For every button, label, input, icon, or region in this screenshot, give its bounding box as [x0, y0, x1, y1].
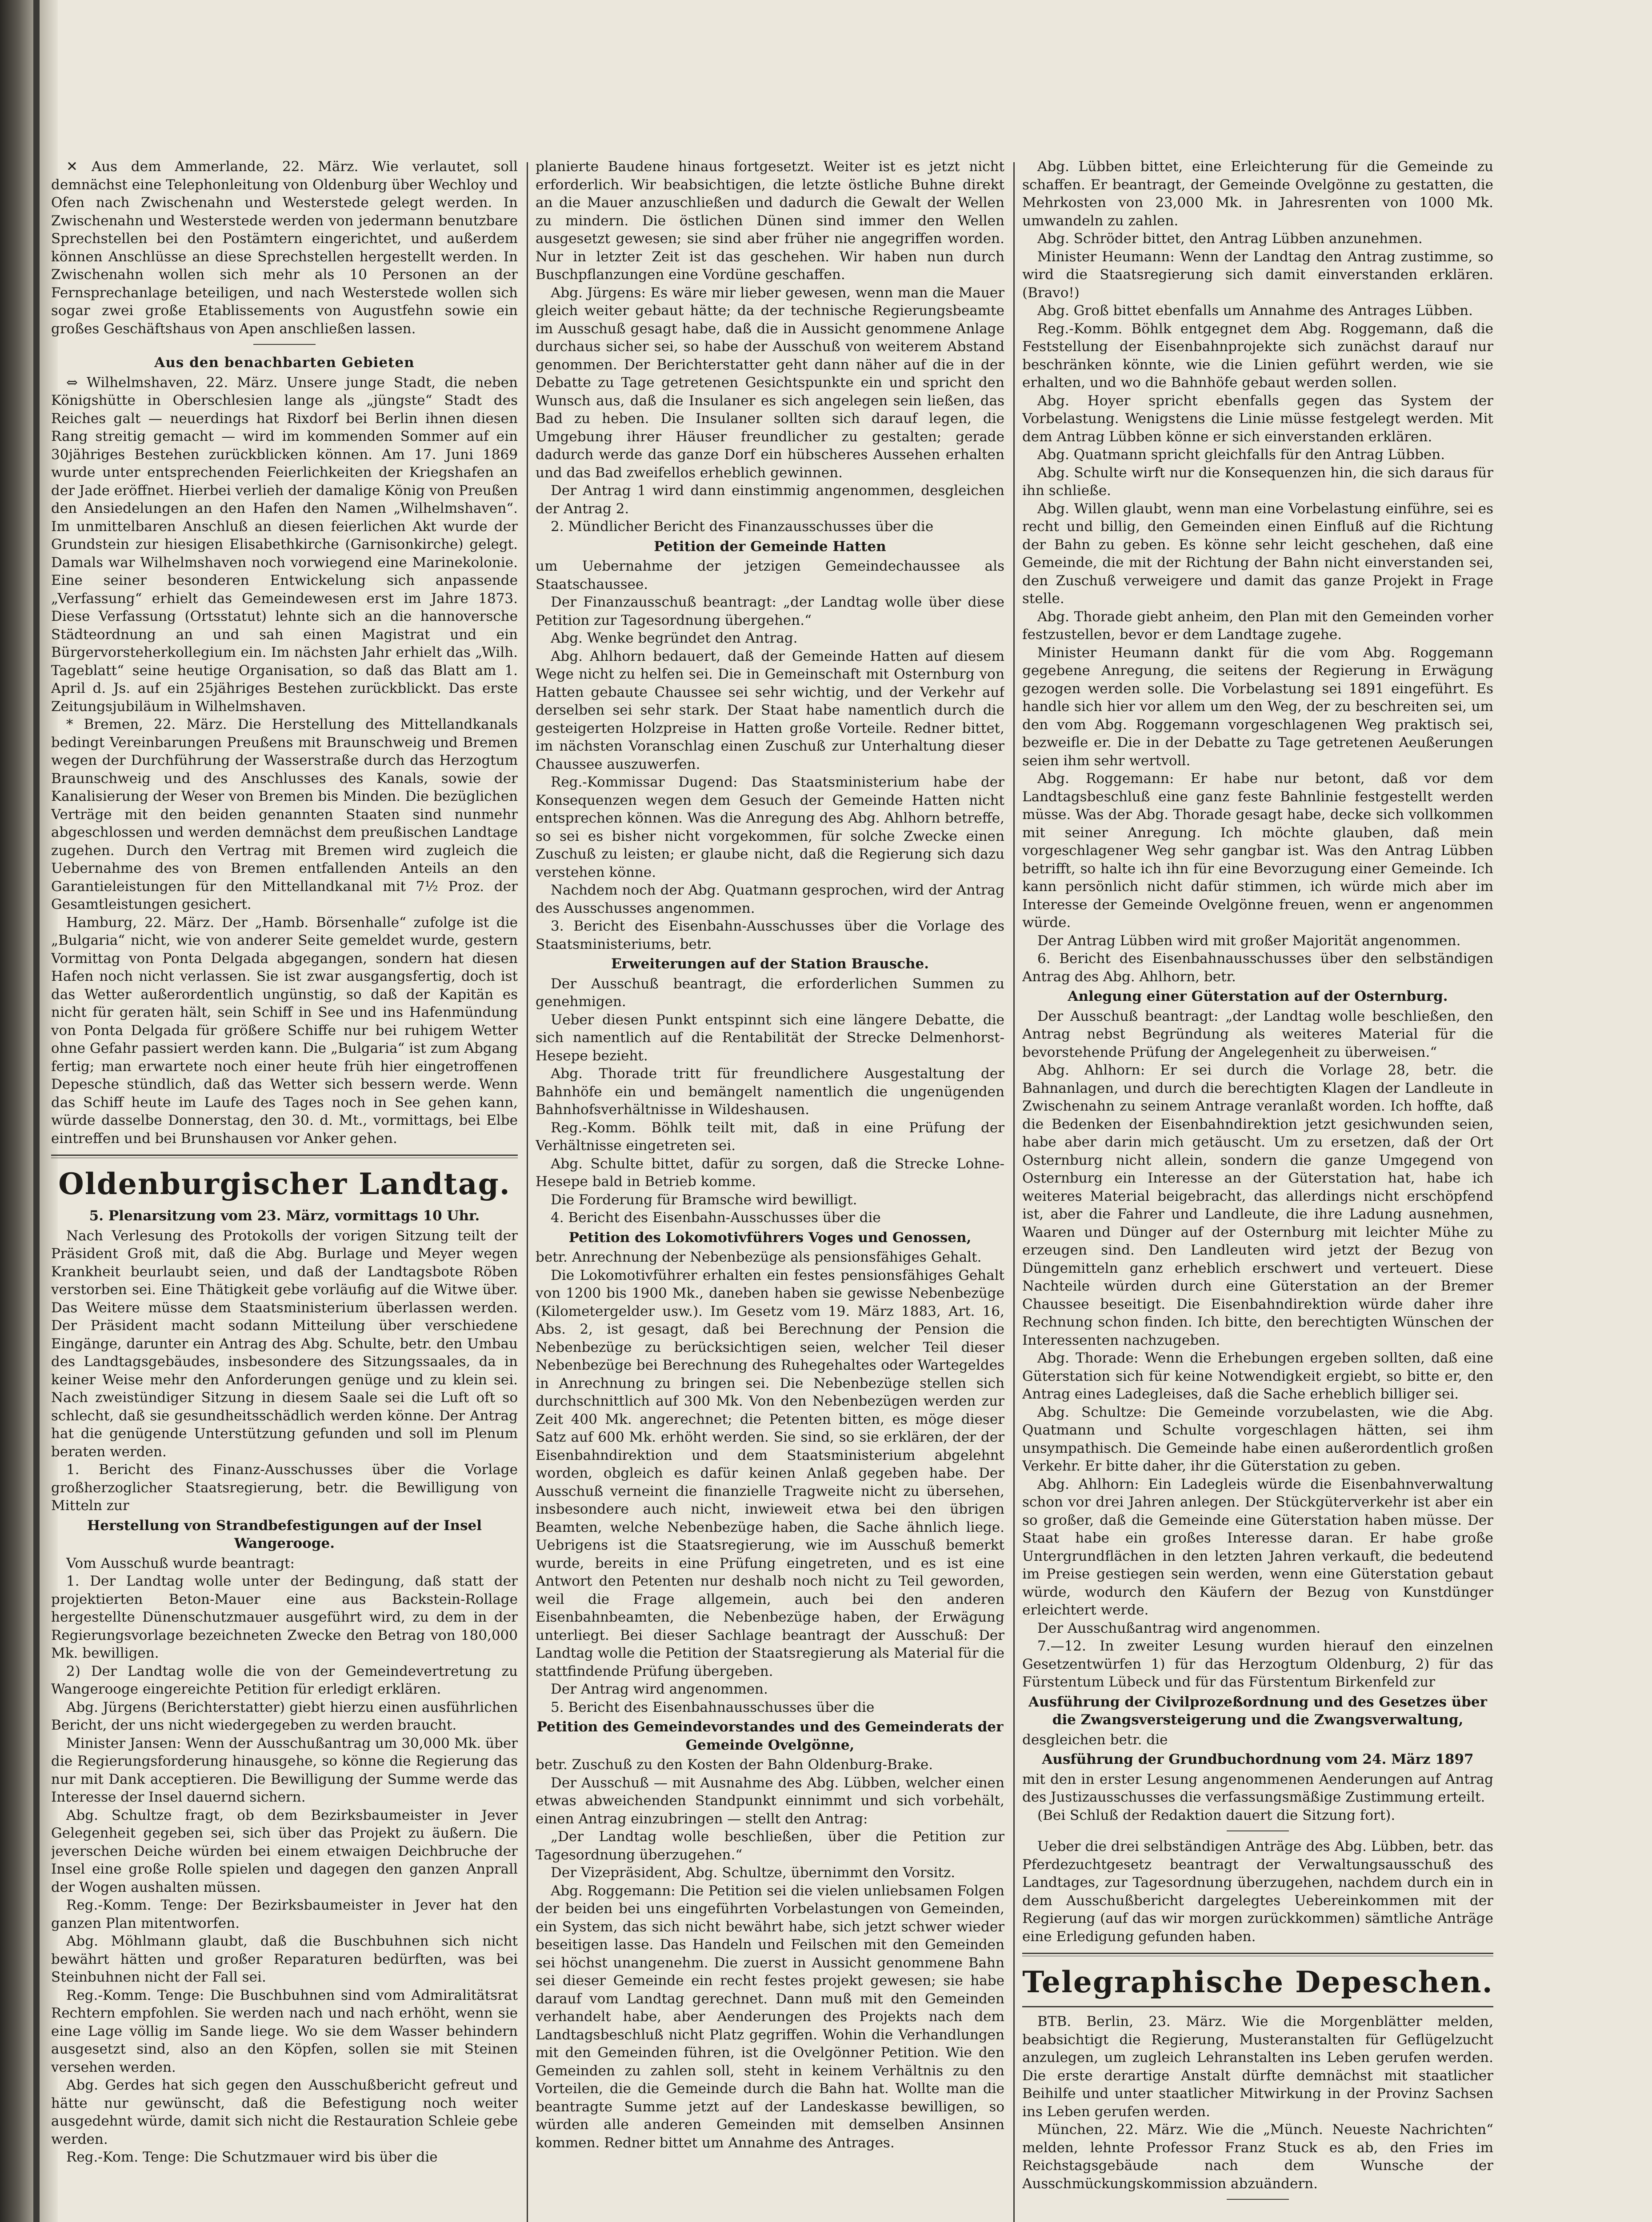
paragraph: Abg. Ahlhorn bedauert, daß der Gemeinde Hatten auf diesem Wege nicht zu helfen sei. Die in Gemeinschaft mit Osternburg von Hatten gebaute Chaussee sei sehr wichtig, und der Verkehr auf derselben sei sehr stark. Der Staat habe namentlich durch die gesteigerten Holzpreise in Hatten große Vorteile. Redner bittet, im nächsten Voranschlag einen Zuschuß zur Unterhaltung dieser Chaussee auszuwerfen. — [536, 648, 1004, 772]
paragraph: Abg. Schultze fragt, ob dem Bezirksbaumeister in Jever Gelegenheit gegeben sei, sich über das Projekt zu äußern. Die jeverschen Deiche würden bei einem etwaigen Deichbruche der Insel eine große Rolle spielen und dagegen den ganzen Anprall der Wogen aushalten müssen. — [51, 1807, 518, 1895]
paragraph: Abg. Lübben bittet, eine Erleichterung für die Gemeinde zu schaffen. Er beantragt, der Gemeinde Ovelgönne zu gestatten, die Mehrkosten von 23,000 Mk. in Jahresrenten von 1000 Mk. umwandeln zu zahlen. — [1022, 159, 1493, 229]
paragraph: 4. Bericht des Eisenbahn-Ausschusses über die — [551, 1210, 881, 1226]
paragraph: Nachdem noch der Abg. Quatmann gesprochen, wird der Antrag des Ausschusses angenommen. — [536, 882, 1004, 916]
paragraph: Abg. Thorade: Wenn die Erhebungen ergeben sollten, daß eine Güterstation sich für keine Notwendigkeit ergiebt, so bitte er, den Antrag eines Ladegleises, daß die Sache erheblich billiger sei. — [1022, 1350, 1493, 1402]
paragraph: Abg. Möhlmann glaubt, daß die Buschbuhnen sich nicht bewährt hätten und großer Reparaturen bedürften, was bei Steinbuhnen nicht der Fall sei. — [51, 1933, 518, 1985]
paragraph: Abg. Hoyer spricht ebenfalls gegen das System der Vorbelastung. Wenigstens die Linie müsse festgelegt werden. Mit dem Antrag Lübben könne er sich einverstanden erklären. — [1022, 392, 1493, 445]
article-hamburg: Hamburg, 22. März. Der „Hamb. Börsenhalle“ zufolge ist die „Bulgaria“ nicht, wie von anderer Seite gemeldet wurde, gestern Vormittag von Ponta Delgada abgegangen, sondern hat diesen Hafen noch nicht verlassen. Sie ist zwar ausgangsfertig, doch ist das Wetter außerordentlich ungünstig, so daß der Kapitän es nicht für geraten hält, sein Schiff in See und ins Hafenmündung von Ponta Delgada für größere Schiffe nur bei ruhigem Wetter ohne Gefahr passiert werden kann. Die „Bulgaria“ ist zum Abgang fertig; man erwartete noch einer heute früh hier eingetroffenen Depesche stündlich, daß das Wetter sich bessern werde. Wenn das Schiff heute im Laufe des Tages noch in See gehen kann, würde dasselbe Donnerstag, den 30. d. Mt., vormittags, bei Elbe eintreffen und bei Brunshausen vor Anker gehen. — [51, 914, 518, 1147]
dispatch-muenchen: München, 22. März. Wie die „Münch. Neueste Nachrichten“ melden, lehnte Professor Franz Stuck es ab, den Fries im Reichstagsgebäude nach dem Wunsche der Ausschmückungskommission abzuändern. — [1022, 2122, 1493, 2192]
paragraph: Abg. Schulte bittet, dafür zu sorgen, daß die Strecke Lohne-Hesepe bald in Betrieb komme. — [536, 1155, 1004, 1190]
binding-edge — [33, 0, 40, 2222]
paragraph: Der Vizepräsident, Abg. Schultze, übernimmt den Vorsitz. — [551, 1865, 956, 1881]
paragraph: 2. Mündlicher Bericht des Finanzausschusses über die — [551, 519, 934, 535]
article-wilhelmshaven: ⇔ Wilhelmshaven, 22. März. Unsere junge Stadt, die neben Königshütte in Oberschlesien lange als „jüngste“ Stadt des Reiches galt — neuerdings hat Rixdorf bei Berlin ihnen diesen Rang streitig gemacht — wird im kommenden Sommer auf ein 30jähriges Bestehen zurückblicken können. Am 17. Juni 1869 wurde unter entsprechenden Feierlichkeiten der Kriegshafen an der Jade eröffnet. Hierbei verlieh der damalige König von Preußen den Ansiedelungen an den Hafen den Namen „Wilhelmshaven“. Im unmittelbaren Anschluß an diesen feierlichen Akt wurde der Grundstein zur hiesigen Elisabethkirche (Garnisonkirche) gelegt. Damals war Wilhelmshaven noch vorwiegend eine Marinekolonie. Eine seiner besonderen Entwickelung sich anpassende „Verfassung“ erhielt das Gemeindewesen erst im Jahre 1873. Diese Verfassung (Ortsstatut) lehnte sich an die hannoversche Städteordnung an und sah einen Magistrat und ein Bürgervorsteherkollegium ein. Im nächsten Jahr erhielt das „Wilh. Tageblatt“ seine heutige Organisation, so daß das Blatt am 1. April d. Js. auf ein 25jähriges Bestehen zurückblickt. Das erste Zeitungsjubiläum in Wilhelmshaven. — [51, 374, 518, 715]
paragraph: Reg.-Komm. Böhlk entgegnet dem Abg. Roggemann, daß die Feststellung der Eisenbahnprojekte sich zunächst darauf nur beschränken könnte, wie die Linien geführt werden, wie sie erhalten, und wo die Bahnhöfe gebaut werden sollen. — [1022, 320, 1493, 391]
paragraph: Reg.-Kommissar Dugend: Das Staatsministerium habe der Konsequenzen wegen dem Gesuch der Gemeinde Hatten nicht entsprechen können. Was die Anregung des Abg. Ahlhorn betreffe, so sei es bisher nicht vorgekommen, für solche Zwecke einen Zuschuß zu leisten; er glaube nicht, daß die Regierung sich dazu verstehen könne. — [536, 774, 1004, 880]
paragraph: Abg. Jürgens: Es wäre mir lieber gewesen, wenn man die Mauer gleich weiter gebaut hätte; da der technische Regierungsbeamte im Ausschuß gesagt habe, daß die in Aussicht genommene Anlage durchaus sicher sei, so habe der Ausschuß von weiterem Abstand genommen. Der Berichterstatter geht dann näher auf die in der Debatte zu Tage getretenen Gesichtspunkte ein und spricht den Wunsch aus, daß die Insulaner es sich angelegen sein ließen, das Bad zu heben. Die Insulaner sollten sich darauf legen, die Umgebung ihrer Häuser freundlicher zu gestalten; gerade dadurch werde das ganze Dorf ein hübscheres Aussehen erhalten und das Bad zweifellos erheblich gewinnen. — [536, 284, 1004, 481]
paragraph: 2) Der Landtag wolle die von der Gemeindevertretung zu Wangerooge eingereichte Petition für erledigt erklären. — [51, 1663, 518, 1697]
column-rule — [527, 162, 528, 2222]
paragraph: Abg. Thorade giebt anheim, den Plan mit den Gemeinden vorher festzustellen, bevor er dem Landtage zugehe. — [1022, 608, 1493, 643]
paragraph: Der Ausschuß beantragt, die erforderlichen Summen zu genehmigen. — [536, 975, 1004, 1010]
article-ammerland: ✕ Aus dem Ammerlande, 22. März. Wie verlautet, soll demnächst eine Telephonleitung von Oldenburg über Wechloy und Ofen nach Zwischenahn und Westerstede gelegt werden. In Zwischenahn und Westerstede werden von jedermann benutzbare Sprechstellen bei den Postämtern eingerichtet, und außerdem können Anschlüsse an diese Sprechstellen hergestellt werden. In Zwischenahn wollen sich mehr als 10 Personen an der Fernsprechanlage beteiligen, und nach Westerstede wollen sich sogar zwei große Etablissements von Augustfehn sowie ein großes Geschäftshaus von Apen anschließen lassen. — [51, 159, 518, 337]
subheading-voges: Petition des Lokomotivführers Voges und Genossen, — [568, 1229, 972, 1246]
separator — [1227, 2199, 1289, 2200]
column-3 — [1022, 158, 1493, 2222]
subheading-ovelgoenne: Petition des Gemeindevorstandes und des Gemeinderats der Gemeinde Ovelgönne, — [536, 1719, 1004, 1753]
paragraph: 7.—12. In zweiter Lesung wurden hierauf den einzelnen Gesetzentwürfen 1) für das Herzogtum Oldenburg, 2) für das Fürstentum Lübeck und für das Fürstentum Birkenfeld zur — [1022, 1638, 1493, 1690]
paragraph: Ueber die drei selbständigen Anträge des Abg. Lübben, betr. das Pferdezuchtgesetz beantragt der Verwaltungsausschuß des Landtages, zur Tagesordnung überzugehen, nachdem durch ein in dem Ausschußbericht dargelegtes Uebereinkommen mit der Regierung (auf das wir morgen zurückkommen) sämtliche Anträge eine Erledigung gefunden haben. — [1022, 1838, 1493, 1945]
paragraph: Die Forderung für Bramsche wird bewilligt. — [551, 1191, 857, 1208]
paragraph: 1. Bericht des Finanz-Ausschusses über die Vorlage großherzoglicher Staatsregierung, betr. die Bewilligung von Mitteln zur — [51, 1462, 518, 1514]
subheading-hatten: Petition der Gemeinde Hatten — [654, 538, 886, 555]
binding-gutter — [0, 0, 58, 2222]
paragraph: Der Finanzausschuß beantragt: „der Landtag wolle über diese Petition zur Tagesordnung übergehen.“ — [536, 594, 1004, 628]
single-rule — [1022, 2006, 1493, 2007]
paragraph: Abg. Schröder bittet, den Antrag Lübben anzunehmen. — [1037, 231, 1423, 247]
paragraph: Der Antrag 1 wird dann einstimmig angenommen, desgleichen der Antrag 2. — [536, 483, 1004, 517]
paragraph: betr. Zuschuß zu den Kosten der Bahn Oldenburg-Brake. — [536, 1757, 933, 1773]
paragraph: Ueber diesen Punkt entspinnt sich eine längere Debatte, die sich namentlich auf die Rentabilität der Strecke Delmenhorst-Hesepe bezieht. — [536, 1011, 1004, 1064]
column-rule — [1013, 162, 1015, 2222]
section-title-landtag: Oldenburgischer Landtag. — [58, 1167, 511, 1201]
paragraph: Minister Jansen: Wenn der Ausschußantrag um 30,000 Mk. über die Regierungsforderung hinausgehe, so könne die Regierung das nur mit Dank acceptieren. Die Bewilligung der Summe werde das Interesse der Insel dauernd sichern. — [51, 1735, 518, 1805]
paragraph: Abg. Willen glaubt, wenn man eine Vorbelastung einführe, sei es recht und billig, den Gemeinden einen Einfluß auf die Richtung der Bahn zu geben. Es könne sehr leicht geschehen, daß eine Gemeinde, die mit der Richtung der Bahn nicht einverstanden sei, den Zuschuß verweigere und damit das ganze Projekt in Frage stelle. — [1022, 500, 1493, 607]
paragraph: Der Ausschußantrag wird angenommen. — [1037, 1620, 1321, 1636]
paragraph: Nach Verlesung des Protokolls der vorigen Sitzung teilt der Präsident Groß mit, daß die Abg. Burlage und Meyer wegen Krankheit beurlaubt seien, und daß der Landtagsbote Röben verstorben sei. Eine Thätigkeit gebe vorläufig auf die Witwe über. Das Weitere müsse dem Staatsministerium überlassen werden. Der Präsident macht sodann Mitteilung über verschiedene Eingänge, darunter ein Antrag des Abg. Schulte, betr. den Umbau des Landtagsgebäudes, insbesondere des Sitzungssaales, da in keiner Weise mehr den Anforderungen genüge und zu klein sei. Nach zweistündiger Sitzung in diesem Saale sei die Luft oft so schlecht, daß sie gesundheitsschädlich werden könne. Der Antrag hat die genügende Unterstützung gefunden und soll im Plenum beraten werden. — [51, 1227, 518, 1460]
paragraph: planierte Baudene hinaus fortgesetzt. Weiter ist es jetzt nicht erforderlich. Wir beabsichtigen, die letzte östliche Buhne direkt an die Mauer anzuschließen und dadurch die Gewalt der Wellen zu mindern. Die östlichen Dünen sind immer den Wellen ausgesetzt gewesen; sie sind aber früher nie angegriffen worden. Nur in letzter Zeit ist das geschehen. Wir haben nun durch Buschpflanzungen eine Vordüne geschaffen. — [536, 159, 1004, 283]
paragraph: Der Antrag wird angenommen. — [551, 1681, 768, 1697]
paragraph: Abg. Schulte wirft nur die Konsequenzen hin, die sich daraus für ihn schließe. — [1022, 464, 1493, 499]
paragraph: betr. Anrechnung der Nebenbezüge als pensionsfähiges Gehalt. — [536, 1249, 982, 1265]
paragraph: Abg. Roggemann: Er habe nur betont, daß vor dem Landtagsbeschluß eine ganz feste Bahnlinie festgestellt werden müsse. Was der Abg. Thorade gesagt habe, decke sich vollkommen mit seiner Anregung. Ich möchte glauben, daß mein vorgeschlagener Weg sehr gangbar ist. Was den Antrag Lübben betrifft, so halte ich ihn für eine Bevorzugung einer Gemeinde. Ich kann persönlich nicht dafür stimmen, ich würde mich aber im Interesse der Gemeinde Ovelgönne freuen, wenn er angenommen würde. — [1022, 771, 1493, 931]
double-rule — [1022, 1953, 1493, 1956]
section-heading-nachbargebiete: Aus den benachbarten Gebieten — [154, 355, 415, 371]
paragraph: mit den in erster Lesung angenommenen Aenderungen auf Antrag des Justizausschusses die verfassungsmäßige Zustimmung erteilt. — [1022, 1771, 1493, 1805]
paragraph: Der Antrag Lübben wird mit großer Majorität angenommen. — [1037, 932, 1461, 949]
paragraph: Abg. Thorade tritt für freundlichere Ausgestaltung der Bahnhöfe ein und bemängelt namentlich die ungenügenden Bahnhofsverhältnisse in Wildeshausen. — [536, 1066, 1004, 1118]
subheading-osternburg: Anlegung einer Güterstation auf der Osternburg. — [1068, 988, 1448, 1004]
paragraph: 3. Bericht des Eisenbahn-Ausschusses über die Vorlage des Staatsministeriums, betr. — [536, 918, 1004, 952]
column-1 — [51, 158, 518, 2222]
paragraph: Abg. Ahlhorn: Ein Ladegleis würde die Eisenbahnverwaltung schon vor drei Jahren anlegen. Der Stückgüterverkehr ist aber ein so großer, daß die Gemeinde eine Güterstation haben müsse. Der Staat habe ein großes Interesse daran. Er habe große Untergrundflächen in den letzten Jahren verkauft, die bedeutend im Preise gestiegen sein werden, wenn eine Güterstation gebaut würde, wodurch den Käufern der Bezug von Kunstdünger erleichtert werde. — [1022, 1476, 1493, 1618]
paragraph: Abg. Groß bittet ebenfalls um Annahme des Antrages Lübben. — [1037, 303, 1473, 319]
paragraph: Abg. Quatmann spricht gleichfalls für den Antrag Lübben. — [1037, 447, 1445, 463]
paragraph: 5. Bericht des Eisenbahnausschusses über die — [551, 1699, 875, 1715]
paragraph: Reg.-Komm. Tenge: Die Buschbuhnen sind vom Admiralitätsrat Rechtern empfohlen. Sie werden nach und nach erhöht, wenn sie eine Lage völlig im Sande liege. Wo sie dem Wasser behindern ausgesetzt sind, also an den Köpfen, sollen sie mit Steinen versehen werden. — [51, 1987, 518, 2075]
paragraph: 1. Der Landtag wolle unter der Bedingung, daß statt der projektierten Beton-Mauer eine aus Backstein-Rollage hergestellte Dünenschutzmauer ausgeführt wird, zu dem in der Regierungsvorlage bezeichneten Zwecke den Betrag von 180,000 Mk. bewilligen. — [51, 1573, 518, 1661]
paragraph: (Bei Schluß der Redaktion dauert die Sitzung fort). — [1037, 1807, 1396, 1823]
session-heading: 5. Plenarsitzung vom 23. März, vormittags 10 Uhr. — [89, 1208, 480, 1224]
paragraph: Reg.-Komm. Böhlk teilt mit, daß in eine Prüfung der Verhältnisse eingetreten sei. — [536, 1119, 1004, 1154]
separator — [1227, 1830, 1289, 1831]
paragraph: Abg. Schultze: Die Gemeinde vorzubelasten, wie die Abg. Quatmann und Schulte vorgeschlagen hätten, sei ihm unsympathisch. Die Gemeinde habe einen außerordentlich großen Verkehr. Er bitte daher, ihr die Güterstation zu geben. — [1022, 1404, 1493, 1474]
dispatch-berlin: BTB. Berlin, 23. März. Wie die Morgenblätter melden, beabsichtigt die Regierung, Musteranstalten für Geflügelzucht anzulegen, um zugleich Lehranstalten ins Leben gerufen werden. Die erste derartige Anstalt dürfte demnächst mit staatlicher Beihilfe und unter staatlicher Mitwirkung in der Provinz Sachsen ins Leben gerufen werden. — [1022, 2014, 1493, 2120]
paragraph: Abg. Roggemann: Die Petition sei die vielen unliebsamen Folgen der beiden bei uns eingeführten Vorbelastungen von Gemeinden, ein System, das sich nicht bewährt habe, sich jetzt schwer wieder beseitigen lasse. Das Handeln und Feilschen mit den Gemeinden sei höchst unangenehm. Die zuerst in Aussicht genommene Bahn sei dieser Gemeinde ein recht festes projekt gewesen; sie habe darauf vom Landtag gerechnet. Dann muß mit den Gemeinden verhandelt habe, aber Aenderungen des Projekts nach dem Landtagsbeschluß nicht Platz gegriffen. Wohin die Verhandlungen mit den Gemeinden führen, ist die Ovelgönner Petition. Wie den Gemeinden zu zahlen soll, steht in keinem Verhältnis zu den Vorteilen, die die Gemeinde durch die Bahn hat. Wollte man die beantragte Summe jetzt auf der Landeskasse bewilligen, so würden alle anderen Gemeinden mit demselben Ansinnen kommen. Redner bittet um Annahme des Antrages. — [536, 1882, 1004, 2151]
paragraph: Die Lokomotivführer erhalten ein festes pensionsfähiges Gehalt von 1200 bis 1900 Mk., daneben haben sie gewisse Nebenbezüge (Kilometergelder usw.). Im Gesetz vom 19. März 1883, Art. 16, Abs. 2, ist gesagt, daß bei Berechnung der Pension die Nebenbezüge zu berücksichtigen seien, welcher Teil dieser Nebenbezüge bei Berechnung des Ruhegehaltes oder Wartegeldes in Anrechnung zu bringen sei. Die Nebenbezüge stellen sich durchschnittlich auf 300 Mk. Von den Nebenbezügen werden zur Zeit 400 Mk. angerechnet; die Petenten bitten, es möge dieser Satz auf 600 Mk. erhöht werden. Sie sind, so sie erklären, der der Eisenbahndirektion und dem Staatsministerium abgelehnt worden, obgleich es dafür keinen Anlaß gegeben habe. Der Ausschuß verneint die finanzielle Tragweite nicht zu übersehen, insbesondere auch nicht, inwieweit etwa bei den übrigen Beamten, welche Nebenbezüge haben, die Sache ähnlich liege. Uebrigens ist die Staatsregierung, wie im Ausschuß bemerkt wurde, bereits in eine Prüfung eingetreten, und es ist eine Antwort den Petenten nur deshalb noch nicht zu Teil geworden, weil die Frage allgemein, auch bei den anderen Eisenbahnbeamten, die Nebenbezüge haben, der Erwägung unterliegt. Bei dieser Sachlage beantragt der Ausschuß: Der Landtag wolle die Petition der Staatsregierung als Material für die stattfindende Prüfung übergeben. — [536, 1267, 1004, 1679]
paragraph: „Der Landtag wolle beschließen, über die Petition zur Tagesordnung überzugehen.“ — [536, 1829, 1004, 1863]
paragraph: Abg. Ahlhorn: Er sei durch die Vorlage 28, betr. die Bahnanlagen, und durch die berechtigten Klagen der Landleute in Zwischenahn zu seinem Antrage veranlaßt worden. Ich hoffte, daß die Bedenken der Eisenbahndirektion jetzt gesichwunden seien, habe aber darin mich getäuscht. Um zu ersetzen, daß der Ort Osternburg nicht allein, sondern die ganze Umgegend von Osternburg ein Interesse an der Güterstation hat, habe ich weiteres Material beigebracht, das allerdings nicht erschöpfend ist, aber die Fahrer und Landleute, die ihre Ladung ausnehmen, Waaren und Dünger auf der Osternburg mit leichter Mühe zu erzeugen sind. Den Landleuten wird jetzt der Bezug von Düngemitteln ganz erheblich erschwert und verteuert. Diese Nachteile würden durch eine Güterstation an der Bremer Chaussee beseitigt. Die Eisenbahndirektion würde daher ihre Rechnung schon finden. Ich bitte, den berechtigten Wünschen der Interessenten nachzugeben. — [1022, 1062, 1493, 1348]
paragraph: Abg. Gerdes hat sich gegen den Ausschußbericht gefreut und hätte nur gewünscht, daß die Befestigung noch weiter ausgedehnt würde, damit sich nicht die Restauration Schleie gebe werden. — [51, 2077, 518, 2147]
subheading-strandbefestigung: Herstellung von Strandbefestigungen auf der Insel Wangerooge. — [87, 1517, 482, 1551]
paragraph: um Uebernahme der jetzigen Gemeindechaussee als Staatschaussee. — [536, 558, 1004, 592]
section-title-depeschen: Telegraphische Depeschen. — [1022, 1965, 1493, 1999]
paragraph: Reg.-Kom. Tenge: Die Schutzmauer wird bis über die — [66, 2149, 438, 2165]
paragraph: Der Ausschuß beantragt: „der Landtag wolle beschließen, den Antrag nebst Begründung als weiteres Material für die bevorstehende Prüfung der Angelegenheit zu überweisen.“ — [1022, 1008, 1493, 1060]
double-rule — [51, 1155, 518, 1158]
subheading-grundbuch: Ausführung der Grundbuchordnung vom 24. März 1897 — [1042, 1751, 1474, 1767]
article-bremen: * Bremen, 22. März. Die Herstellung des Mittellandkanals bedingt Vereinbarungen Preußens mit Braunschweig und Bremen wegen der Durchführung der Wasserstraße durch das Herzogtum Braunschweig und des Anschlusses des Kanals, sowie der Kanalisierung der Weser von Bremen bis Minden. Die bezüglichen Verträge mit den beiden genannten Staaten sind nunmehr abgeschlossen und werden demnächst dem preußischen Landtage zugehen. Durch den Vertrag mit Bremen wird zugleich die Uebernahme des von Bremen entfallenden Anteils an den Garantieleistungen für den Mittellandkanal mit 7½ Proz. der Gesamtleistungen gesichert. — [51, 716, 518, 912]
paragraph: Vom Ausschuß wurde beantragt: — [66, 1555, 295, 1571]
subheading-brausche: Erweiterungen auf der Station Brausche. — [611, 956, 929, 972]
subheading-civilprozess: Ausführung der Civilprozeßordnung und des Gesetzes über die Zwangsversteigerung und die Zwangsverwaltung, — [1028, 1694, 1487, 1728]
paragraph: Reg.-Komm. Tenge: Der Bezirksbaumeister in Jever hat den ganzen Plan mitentworfen. — [51, 1897, 518, 1931]
paragraph: desgleichen betr. die — [1022, 1731, 1168, 1748]
paragraph: Abg. Jürgens (Berichterstatter) giebt hierzu einen ausführlichen Bericht, der uns nicht wiedergegeben zu werden braucht. — [51, 1699, 518, 1733]
paragraph: Abg. Wenke begründet den Antrag. — [551, 630, 798, 646]
separator — [253, 344, 316, 345]
paragraph: 6. Bericht des Eisenbahnausschusses über den selbständigen Antrag des Abg. Ahlhorn, betr. — [1022, 951, 1493, 985]
paragraph: Minister Heumann dankt für die vom Abg. Roggemann gegebene Anregung, die seitens der Regierung in Erwägung gezogen werden solle. Die Vorbelastung sei 1891 eingeführt. Es handle sich hier vor allem um den Weg, der zu beschreiten sei, um den vom Abg. Roggemann vorgeschlagenen Weg praktisch sei, bezweifle er. Die in der Debatte zu Tage getretenen Aeußerungen seien ihm sehr wertvoll. — [1022, 644, 1493, 769]
column-2 — [536, 158, 1004, 2222]
paragraph: Der Ausschuß — mit Ausnahme des Abg. Lübben, welcher einen etwas abweichenden Standpunkt einnimmt und sich vorbehält, einen Antrag einzubringen — stellt den Antrag: — [536, 1774, 1004, 1827]
paragraph: Minister Heumann: Wenn der Landtag den Antrag zustimme, so wird die Staatsregierung sich damit einverstanden erklären. (Bravo!) — [1022, 248, 1493, 301]
